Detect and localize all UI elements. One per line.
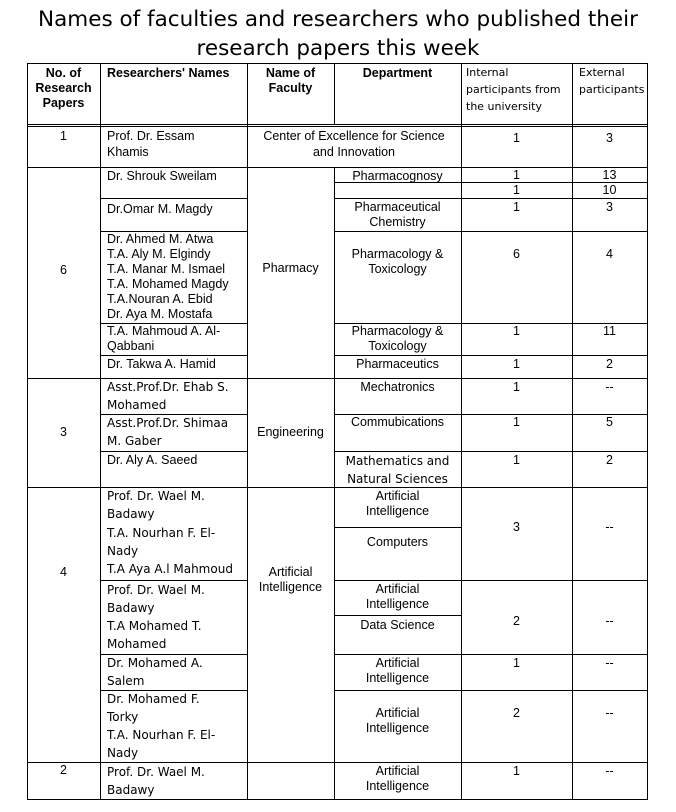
- researcher-name: Qabbani: [107, 339, 155, 353]
- department-name: Pharmaceutical: [354, 200, 441, 214]
- researcher-name: Mohamed: [107, 637, 167, 651]
- researcher-name: Khamis: [107, 145, 149, 159]
- paper-count: 6: [60, 263, 67, 277]
- header-internal-line-1: Internal: [466, 66, 509, 79]
- researcher-name: Badawy: [107, 601, 155, 615]
- faculty-research-table: [27, 63, 648, 800]
- researcher-name: Dr. Ahmed M. Atwa: [107, 232, 214, 246]
- external-count: 10: [602, 183, 617, 197]
- title-line-1: Names of faculties and researchers who published their: [38, 7, 638, 32]
- researcher-name: Salem: [107, 674, 145, 688]
- internal-count: 2: [513, 706, 520, 720]
- internal-count: 1: [513, 453, 520, 467]
- researcher-name: T.A. Mahmoud A. Al-: [107, 324, 221, 338]
- faculty-name: and Innovation: [312, 145, 395, 159]
- researcher-name: T.A. Manar M. Ismael: [107, 262, 226, 276]
- external-count: 11: [603, 324, 616, 338]
- internal-count: 1: [513, 183, 520, 197]
- external-count: 2: [606, 453, 613, 467]
- researcher-name: Dr. Shrouk Sweilam: [107, 169, 217, 183]
- title-line-2: research papers this week: [196, 36, 480, 61]
- faculty-name: Intelligence: [258, 580, 323, 594]
- researcher-name: Badawy: [107, 507, 155, 521]
- external-count: 13: [602, 168, 617, 182]
- internal-count: 1: [513, 380, 520, 394]
- department-name: Artificial: [375, 582, 420, 596]
- header-external-line-2: participants: [579, 83, 645, 96]
- researcher-name: Nady: [107, 746, 139, 760]
- external-count: --: [605, 614, 614, 628]
- researcher-name: Nady: [107, 544, 139, 558]
- internal-count: 1: [513, 324, 520, 338]
- department-name: Chemistry: [369, 215, 426, 229]
- researcher-name: Torky: [107, 710, 139, 724]
- department-name: Data Science: [360, 618, 435, 632]
- department-name: Artificial: [375, 706, 420, 720]
- researcher-name: Asst.Prof.Dr. Shimaa: [107, 416, 229, 430]
- external-count: --: [605, 656, 614, 670]
- researcher-name: T.A. Nourhan F. El-: [107, 526, 216, 540]
- department-name: Intelligence: [365, 721, 430, 735]
- internal-count: 3: [513, 520, 520, 534]
- researcher-name: Prof. Dr. Wael M.: [107, 489, 205, 503]
- external-count: 3: [606, 200, 613, 214]
- researcher-name: Dr. Mohamed A.: [107, 656, 203, 670]
- researcher-name: Prof. Dr. Wael M.: [107, 583, 205, 597]
- researcher-name: Dr.Omar M. Magdy: [107, 202, 213, 216]
- paper-count: 4: [60, 565, 67, 579]
- header-no-papers-line-3: Papers: [42, 96, 85, 110]
- header-researchers: Researchers' Names: [107, 66, 230, 80]
- external-count: --: [605, 380, 614, 394]
- researcher-name: Badawy: [107, 783, 155, 797]
- external-count: 4: [606, 247, 613, 261]
- department-name: Toxicology: [368, 339, 427, 353]
- researcher-name: T.A. Aly M. Elgindy: [107, 247, 211, 261]
- department-name: Intelligence: [365, 597, 430, 611]
- faculty-name: Pharmacy: [262, 261, 319, 275]
- researcher-name: Prof. Dr. Essam: [107, 129, 195, 143]
- internal-count: 1: [513, 415, 520, 429]
- internal-count: 1: [513, 764, 520, 778]
- department-name: Pharmacology &: [351, 247, 444, 261]
- department-name: Natural Sciences: [347, 472, 448, 486]
- header-faculty-line-2: Faculty: [268, 81, 313, 95]
- department-name: Pharmaceutics: [356, 357, 439, 371]
- department-name: Intelligence: [365, 671, 430, 685]
- faculty-name: Center of Excellence for Science: [263, 129, 445, 143]
- header-faculty-line-1: Name of: [265, 66, 316, 80]
- researcher-name: Dr. Aly A. Saeed: [107, 453, 198, 467]
- external-count: --: [605, 764, 614, 778]
- internal-count: 1: [513, 131, 520, 145]
- header-external-line-1: External: [579, 66, 625, 79]
- researcher-name: Dr. Mohamed F.: [107, 692, 200, 706]
- faculty-name: Engineering: [257, 425, 324, 439]
- external-count: 2: [606, 357, 613, 371]
- internal-count: 6: [513, 247, 520, 261]
- department-name: Mathematics and: [345, 454, 450, 468]
- external-count: --: [605, 706, 614, 720]
- header-no-papers-line-2: Research: [35, 81, 92, 95]
- external-count: 5: [606, 415, 613, 429]
- department-name: Intelligence: [365, 779, 430, 793]
- department-name: Pharmacology &: [351, 324, 444, 338]
- department-name: Artificial: [375, 489, 420, 503]
- external-count: 3: [606, 131, 613, 145]
- researcher-name: T.A.Nouran A. Ebid: [107, 292, 213, 306]
- researcher-name: Dr. Takwa A. Hamid: [107, 357, 216, 371]
- researcher-name: M. Gaber: [107, 434, 162, 448]
- department-name: Pharmacognosy: [352, 169, 443, 183]
- internal-count: 1: [513, 168, 520, 182]
- department-name: Computers: [366, 535, 429, 549]
- internal-count: 1: [513, 357, 520, 371]
- header-no-papers-line-1: No. of: [45, 66, 82, 80]
- external-count: --: [605, 520, 614, 534]
- internal-count: 2: [513, 614, 520, 628]
- department-name: Artificial: [375, 764, 420, 778]
- researcher-name: T.A Aya A.l Mahmoud: [107, 562, 233, 576]
- researcher-name: Prof. Dr. Wael M.: [107, 765, 205, 779]
- faculty-name: Artificial: [268, 565, 313, 579]
- researcher-name: Asst.Prof.Dr. Ehab S.: [107, 380, 229, 394]
- header-department: Department: [362, 66, 433, 80]
- department-name: Commubications: [350, 415, 445, 429]
- department-name: Mechatronics: [360, 380, 435, 394]
- department-name: Intelligence: [365, 504, 430, 518]
- researcher-name: Mohamed: [107, 398, 167, 412]
- header-internal-line-3: the university: [466, 100, 542, 113]
- department-name: Artificial: [375, 656, 420, 670]
- internal-count: 1: [513, 656, 520, 670]
- researcher-name: T.A Mohamed T.: [107, 619, 202, 633]
- header-internal-line-2: participants from: [466, 83, 561, 96]
- paper-count: 2: [60, 763, 67, 777]
- paper-count: 3: [60, 425, 67, 439]
- internal-count: 1: [513, 200, 520, 214]
- paper-count: 1: [60, 129, 67, 143]
- researcher-name: T.A. Mohamed Magdy: [107, 277, 229, 291]
- researcher-name: Dr. Aya M. Mostafa: [107, 307, 213, 321]
- department-name: Toxicology: [368, 262, 427, 276]
- researcher-name: T.A. Nourhan F. El-: [107, 728, 216, 742]
